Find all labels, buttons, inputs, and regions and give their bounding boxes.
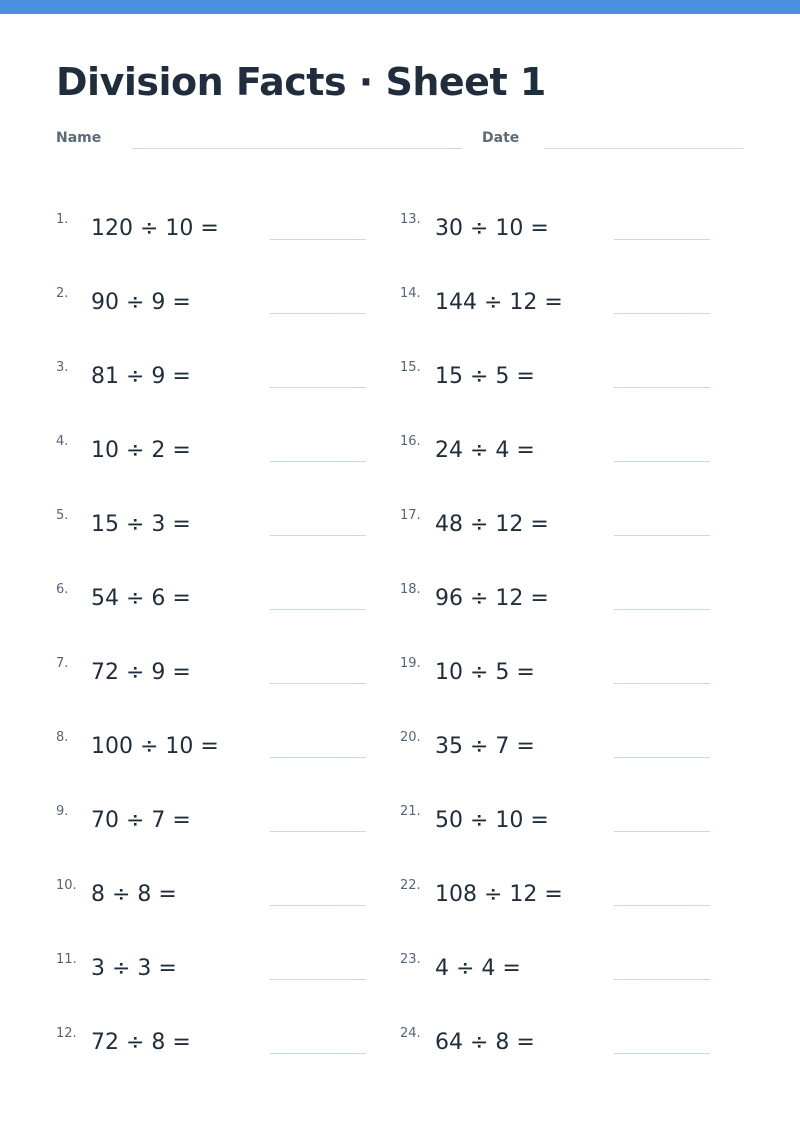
answer-blank[interactable] — [270, 1053, 366, 1054]
problem-number: 14. — [400, 286, 421, 301]
problem-item — [400, 360, 730, 416]
answer-blank[interactable] — [614, 905, 710, 906]
problem-number: 18. — [400, 582, 421, 597]
problem-number: 6. — [56, 582, 69, 597]
problem-number: 17. — [400, 508, 421, 523]
problem-expression: 8 ÷ 8 = — [91, 882, 177, 907]
problem-expression: 15 ÷ 5 = — [435, 364, 535, 389]
answer-blank[interactable] — [270, 535, 366, 536]
problem-number: 21. — [400, 804, 421, 819]
problem-item — [56, 582, 386, 638]
problem-number: 11. — [56, 952, 77, 967]
problem-expression: 3 ÷ 3 = — [91, 956, 177, 981]
answer-blank[interactable] — [614, 757, 710, 758]
problem-number: 2. — [56, 286, 69, 301]
problem-number: 15. — [400, 360, 421, 375]
problem-item — [56, 730, 386, 786]
problem-number: 4. — [56, 434, 69, 449]
problem-number: 24. — [400, 1026, 421, 1041]
problem-item — [400, 1026, 730, 1082]
problem-item — [400, 582, 730, 638]
problem-item — [400, 656, 730, 712]
answer-blank[interactable] — [270, 683, 366, 684]
answer-blank[interactable] — [270, 831, 366, 832]
problem-expression: 50 ÷ 10 = — [435, 808, 549, 833]
problem-item — [400, 730, 730, 786]
answer-blank[interactable] — [614, 239, 710, 240]
problem-expression: 100 ÷ 10 = — [91, 734, 219, 759]
problem-expression: 54 ÷ 6 = — [91, 586, 191, 611]
problem-number: 20. — [400, 730, 421, 745]
problem-expression: 108 ÷ 12 = — [435, 882, 563, 907]
problem-expression: 120 ÷ 10 = — [91, 216, 219, 241]
problem-expression: 81 ÷ 9 = — [91, 364, 191, 389]
header-accent-bar — [0, 0, 800, 14]
problem-expression: 30 ÷ 10 = — [435, 216, 549, 241]
answer-blank[interactable] — [614, 535, 710, 536]
problem-item — [56, 434, 386, 490]
answer-blank[interactable] — [614, 461, 710, 462]
answer-blank[interactable] — [614, 683, 710, 684]
answer-blank[interactable] — [614, 979, 710, 980]
answer-blank[interactable] — [614, 1053, 710, 1054]
answer-blank[interactable] — [270, 979, 366, 980]
answer-blank[interactable] — [614, 387, 710, 388]
answer-blank[interactable] — [614, 313, 710, 314]
problem-number: 19. — [400, 656, 421, 671]
problem-item — [400, 952, 730, 1008]
answer-blank[interactable] — [270, 905, 366, 906]
name-label: Name — [56, 130, 102, 146]
problem-item — [400, 804, 730, 860]
problem-expression: 10 ÷ 5 = — [435, 660, 535, 685]
problem-item — [56, 212, 386, 268]
problem-number: 13. — [400, 212, 421, 227]
answer-blank[interactable] — [614, 831, 710, 832]
problem-expression: 35 ÷ 7 = — [435, 734, 535, 759]
problem-item — [400, 286, 730, 342]
problem-item — [56, 508, 386, 564]
answer-blank[interactable] — [270, 461, 366, 462]
problem-number: 10. — [56, 878, 77, 893]
problem-expression: 72 ÷ 9 = — [91, 660, 191, 685]
problem-number: 23. — [400, 952, 421, 967]
problem-item — [56, 360, 386, 416]
problem-item — [56, 804, 386, 860]
problem-item — [56, 952, 386, 1008]
problem-expression: 144 ÷ 12 = — [435, 290, 563, 315]
problem-item — [56, 1026, 386, 1082]
date-field[interactable] — [544, 148, 744, 149]
problem-expression: 72 ÷ 8 = — [91, 1030, 191, 1055]
problem-number: 9. — [56, 804, 69, 819]
problem-number: 7. — [56, 656, 69, 671]
problem-item — [400, 212, 730, 268]
problem-expression: 64 ÷ 8 = — [435, 1030, 535, 1055]
problem-number: 12. — [56, 1026, 77, 1041]
problem-item — [400, 878, 730, 934]
problem-number: 1. — [56, 212, 69, 227]
page-title: Division Facts · Sheet 1 — [56, 60, 546, 104]
problem-number: 5. — [56, 508, 69, 523]
answer-blank[interactable] — [614, 609, 710, 610]
problem-expression: 96 ÷ 12 = — [435, 586, 549, 611]
problem-number: 22. — [400, 878, 421, 893]
date-label: Date — [482, 130, 520, 146]
problem-expression: 90 ÷ 9 = — [91, 290, 191, 315]
problem-expression: 48 ÷ 12 = — [435, 512, 549, 537]
problem-expression: 70 ÷ 7 = — [91, 808, 191, 833]
answer-blank[interactable] — [270, 387, 366, 388]
problem-item — [400, 508, 730, 564]
problem-expression: 24 ÷ 4 = — [435, 438, 535, 463]
problem-number: 3. — [56, 360, 69, 375]
problem-number: 16. — [400, 434, 421, 449]
answer-blank[interactable] — [270, 609, 366, 610]
problem-number: 8. — [56, 730, 69, 745]
problem-item — [56, 286, 386, 342]
problem-expression: 4 ÷ 4 = — [435, 956, 521, 981]
name-field[interactable] — [132, 148, 462, 149]
problem-expression: 15 ÷ 3 = — [91, 512, 191, 537]
answer-blank[interactable] — [270, 757, 366, 758]
problem-item — [56, 878, 386, 934]
problem-item — [56, 656, 386, 712]
problem-expression: 10 ÷ 2 = — [91, 438, 191, 463]
answer-blank[interactable] — [270, 313, 366, 314]
answer-blank[interactable] — [270, 239, 366, 240]
problem-item — [400, 434, 730, 490]
